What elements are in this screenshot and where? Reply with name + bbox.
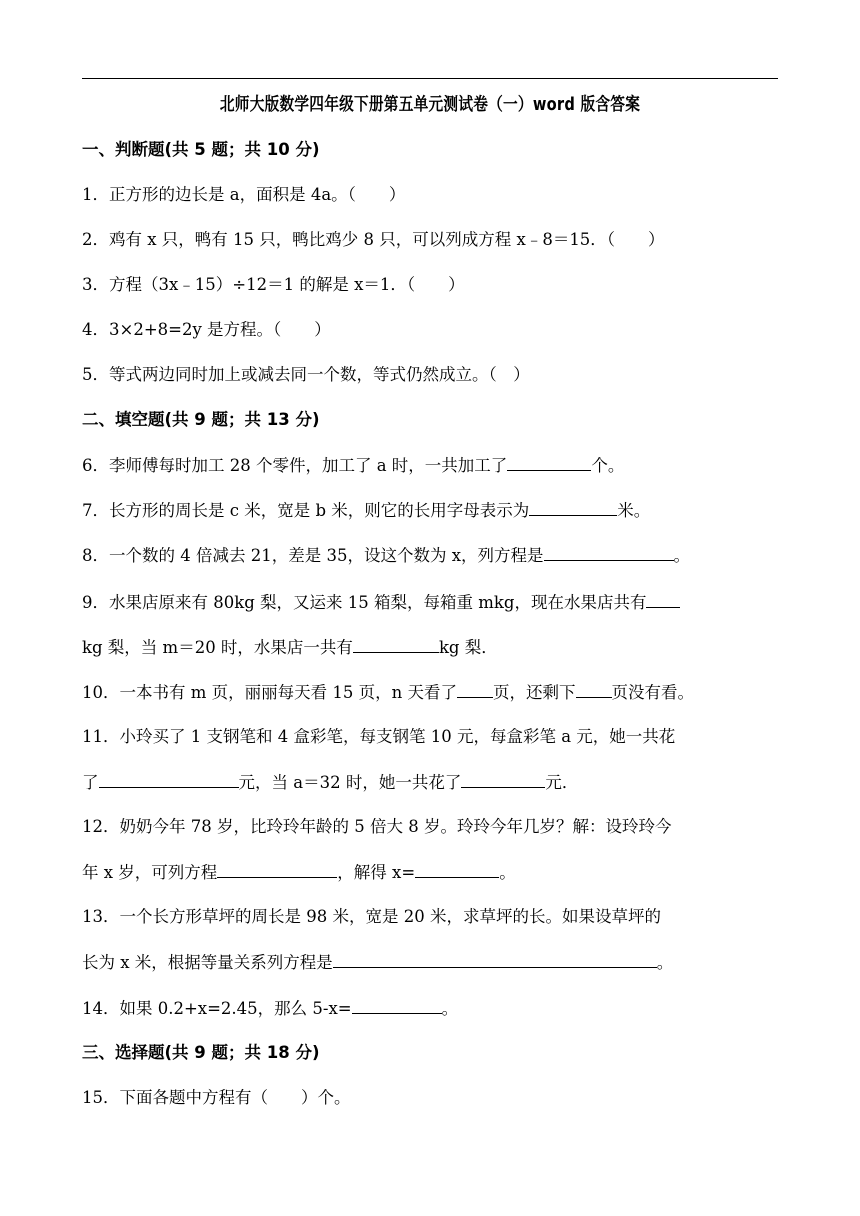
answer-blank-6[interactable] bbox=[507, 453, 591, 471]
question-10 bbox=[82, 680, 694, 705]
answer-blank-13[interactable] bbox=[333, 950, 657, 968]
answer-blank-7[interactable] bbox=[529, 498, 617, 516]
question-12-line-2 bbox=[82, 860, 516, 885]
question-12-end: 。 bbox=[499, 863, 516, 882]
question-4: 4．3×2+8=2y 是方程。（ ） bbox=[82, 320, 331, 339]
question-9-line-1 bbox=[82, 590, 680, 615]
section-heading-choice: 三、选择题(共 9 题；共 18 分) bbox=[82, 1043, 320, 1062]
question-14 bbox=[82, 996, 458, 1021]
question-8-end: 。 bbox=[673, 546, 691, 565]
question-10-end: 页没有看。 bbox=[611, 683, 694, 702]
question-7-unit: 米。 bbox=[617, 501, 651, 520]
header-rule bbox=[82, 78, 778, 79]
section-heading-judgement: 一、判断题(共 5 题；共 10 分) bbox=[82, 140, 320, 159]
answer-blank-12a[interactable] bbox=[217, 860, 337, 878]
question-9-line-2 bbox=[82, 635, 498, 660]
question-13-line-2 bbox=[82, 950, 673, 975]
question-11-mid: 元，当 a＝32 时，她一共花了 bbox=[238, 773, 462, 792]
question-9-text: 9．水果店原来有 80kg 梨，又运来 15 箱梨，每箱重 mkg，现在水果店共有 bbox=[82, 593, 647, 612]
question-13-end: 。 bbox=[656, 953, 674, 972]
question-11-text-cont: 了 bbox=[82, 773, 99, 792]
question-7 bbox=[82, 498, 650, 523]
question-9-text-cont: kg 梨，当 m＝20 时，水果店一共有 bbox=[82, 638, 353, 657]
question-3: 3．方程（3x﹣15）÷12＝1 的解是 x＝1．（ ） bbox=[82, 275, 465, 294]
answer-blank-14[interactable] bbox=[352, 996, 442, 1014]
question-11-line-1: 11．小玲买了 1 支钢笔和 4 盒彩笔，每支钢笔 10 元，每盒彩笔 a 元，她一共花 bbox=[82, 727, 676, 746]
question-8 bbox=[82, 543, 690, 568]
question-12-mid: ，解得 x= bbox=[337, 863, 416, 882]
answer-blank-8[interactable] bbox=[544, 543, 674, 561]
question-6-text: 6．李师傅每时加工 28 个零件，加工了 a 时，一共加工了 bbox=[82, 456, 508, 475]
question-12-line-1: 12．奶奶今年 78 岁，比玲玲年龄的 5 倍大 8 岁。玲玲今年几岁？解：设玲玲今 bbox=[82, 817, 672, 836]
answer-blank-9a[interactable] bbox=[646, 590, 680, 608]
answer-blank-11a[interactable] bbox=[99, 770, 239, 788]
question-2: 2．鸡有 x 只，鸭有 15 只，鸭比鸡少 8 只，可以列成方程 x﹣8＝15．（ ） bbox=[82, 230, 665, 249]
question-11-line-2 bbox=[82, 770, 578, 795]
question-12-text-cont: 年 x 岁，可列方程 bbox=[82, 863, 218, 882]
document-title: 北师大版数学四年级下册第五单元测试卷（一）word 版含答案 bbox=[219, 95, 641, 115]
question-10-text: 10．一本书有 m 页，丽丽每天看 15 页，n 天看了 bbox=[82, 683, 457, 702]
answer-blank-10a[interactable] bbox=[457, 680, 493, 698]
question-14-text: 14．如果 0.2+x=2.45，那么 5-x= bbox=[82, 999, 352, 1018]
question-13-text-cont: 长为 x 米，根据等量关系列方程是 bbox=[82, 953, 333, 972]
question-1: 1．正方形的边长是 a，面积是 4a。（ ） bbox=[82, 185, 406, 204]
question-9-unit: kg 梨． bbox=[438, 638, 498, 657]
answer-blank-9b[interactable] bbox=[353, 635, 439, 653]
question-6 bbox=[82, 453, 624, 478]
question-7-text: 7．长方形的周长是 c 米，宽是 b 米，则它的长用字母表示为 bbox=[82, 501, 530, 520]
section-heading-fill-in: 二、填空题(共 9 题；共 13 分) bbox=[82, 410, 320, 429]
question-15: 15．下面各题中方程有（ ）个。 bbox=[82, 1088, 351, 1107]
answer-blank-12b[interactable] bbox=[415, 860, 499, 878]
question-11-end: 元． bbox=[545, 773, 579, 792]
question-13-line-1: 13．一个长方形草坪的周长是 98 米，宽是 20 米，求草坪的长。如果设草坪的 bbox=[82, 907, 661, 926]
question-14-end: 。 bbox=[441, 999, 459, 1018]
question-6-unit: 个。 bbox=[591, 456, 625, 475]
answer-blank-10b[interactable] bbox=[576, 680, 612, 698]
question-10-mid: 页，还剩下 bbox=[493, 683, 576, 702]
answer-blank-11b[interactable] bbox=[461, 770, 545, 788]
question-8-text: 8．一个数的 4 倍减去 21，差是 35，设这个数为 x，列方程是 bbox=[82, 546, 544, 565]
question-5: 5．等式两边同时加上或减去同一个数，等式仍然成立。（ ） bbox=[82, 365, 530, 384]
